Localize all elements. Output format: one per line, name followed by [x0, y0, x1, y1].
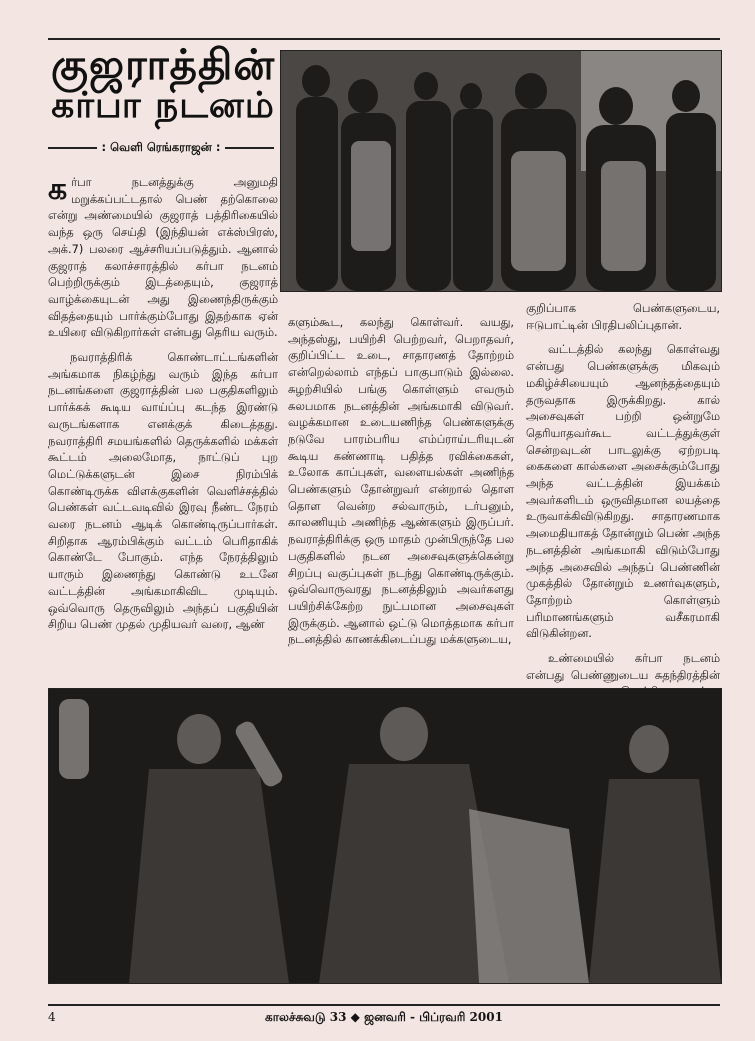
byline-rule-right — [225, 147, 274, 149]
top-dancers-photo — [280, 50, 722, 292]
paragraph: களும்கூட, கலந்து கொள்வர். வயது, அந்தஸ்து, பயிற்சி பெற்றவர், பெறாதவர், குறிப்பிட்ட உடை, சாதாரணத் தோற்றம் என்றெல்லாம் எந்தப் பாகுபாடும் இல்லை. சுழற்சியில் பங்கு கொள்ளும் எவரும் சுலபமாக நடனத்தின் அங்கமாகி விடுவர். வழக்கமான உடையணிந்த பெண்களுக்கு நடுவே பாரம்பரிய எம்ப்ராய்டரியுடன் கூடிய கண்ணாடி பதித்த ரவிக்கைகள், உலோக காப்புகள், வளையல்கள் அணிந்த பெண்களும் தோன்றுவர் என்றால் தொள தொள வென்ற சல்வாரும், டர்பனும், காலணியும் அணிந்த ஆண்களும் இருப்பர். நவராத்திரிக்கு ஒரு மாதம் முன்பிருந்தே பல பகுதிகளில் நடன அசைவுகளுக்கென்று சிறப்பு வகுப்புகள் நடந்து கொண்டிருக்கும். ஒவ்வொருவரது நடனத்திலும் அவர்களது பயிற்சிக்கேற்ற நுட்பமான அசைவுகள் இருக்கும். ஆனால் ஒட்டு மொத்தமாக கர்பா நடனத்தில் காணக்கிடைப்பது மக்களுடைய, — [288, 315, 514, 647]
article-title — [50, 40, 276, 126]
bottom-dancers-photo — [48, 688, 722, 984]
article-column-2 — [288, 314, 514, 686]
page-number: 4 — [48, 1010, 56, 1024]
paragraph: வட்டத்தில் கலந்து கொள்வது என்பது பெண்களுக்கு மிகவும் மகிழ்ச்சியையும் ஆனந்தத்தையும் தருவதாக இருக்கிறது. கால் அசைவுகள் பற்றி ஒன்றுமே தெரியாதவர்கூட வட்டத்துக்குள் சென்றவுடன் பாடலுக்கு ஏற்றபடி கைகளை கால்களை அசைக்கும்போது அந்த வட்டத்தின் இயக்கம் அவர்களிடம் ஒருவிதமான லயத்தை உருவாக்கிவிடுகிறது. சாதாரணமாக அமைதியாகத் தோன்றும் பெண் அந்த நடனத்தின் அங்கமாகி விடும்போது அந்த அசைவில் அந்தப் பெண்ணின் முகத்தில் தோன்றும் உணர்வுகளும், தோற்றம் கொள்ளும் பரிமாணங்களும் வசீகரமாகி விடுகின்றன. — [526, 342, 720, 641]
author-name: : வெளி ரெங்கராஜன் : — [101, 140, 221, 154]
paragraph-text: ர்பா நடனத்துக்கு அனுமதி மறுக்கப்பட்டதால் பெண் தற்கொலை என்று அண்மையில் குஜராத் பத்திரிகையில் வந்த ஒரு செய்தி (இந்தியன் எக்ஸ்பிரஸ், அக்.7) பலரை ஆச்சரியப்படுத்தும். ஆனால் குஜராத் கலாச்சாரத்தில் கர்பா நடனம் பெற்றிருக்கும் இடத்தையும், குஜராத் வாழ்க்கையுடன் அது இணைந்திருக்கும் விதத்தையும் பார்க்கும்போது இதற்காக ஏன் உயிரை விடுகிறார்கள் என்பது தெரிய வரும். — [48, 175, 278, 340]
byline — [48, 140, 274, 156]
byline-rule-left — [48, 147, 97, 149]
page-footer — [48, 1010, 720, 1028]
masthead: காலச்சுவடு 33 ◆ ஜனவரி - பிப்ரவரி 2001 — [265, 1010, 503, 1024]
bottom-rule — [48, 1004, 720, 1006]
article-column-3 — [526, 300, 720, 686]
bottom-photo-illustration — [49, 689, 721, 983]
title-line-2: கர்பா நடனம் — [51, 83, 275, 126]
paragraph — [48, 174, 278, 341]
title-line-1: குஜராத்தின் — [50, 40, 276, 89]
top-photo-illustration — [281, 51, 721, 291]
paragraph: குறிப்பாக பெண்களுடைய, ஈடுபாட்டின் பிரதிபலிப்புதான். — [526, 301, 720, 332]
article-column-1 — [48, 174, 278, 682]
paragraph: நவராத்திரிக் கொண்டாட்டங்களின் அங்கமாக நிகழ்ந்து வரும் இந்த கர்பா நடனங்களை குஜராத்தின் பல பகுதிகளிலும் பார்க்கக் கூடிய வாய்ப்பு கடந்த இரண்டு வருடங்களாக எனக்குக் கிடைத்தது. நவராத்திரி சமயங்களில் தெருக்களில் மக்கள் கூட்டம் அலைமோத, நாட்டுப் புற மெட்டுக்களுடன் இசை நிரம்பிக் கொண்டிருக்க விளக்குகளின் வெளிச்சத்தில் பெண்கள் வட்டவடிவில் இரவு நீண்ட நேரம் வரை நடனம் ஆடிக் கொண்டிருப்பார்கள். சிறிதாக ஆரம்பிக்கும் வட்டம் பெரிதாகிக் கொண்டே போகும். எந்த நேரத்திலும் யாரும் இணைந்து கொண்டு உடனே வட்டத்தின் அங்கமாகிவிட முடியும். ஒவ்வொரு தெருவிலும் அந்தப் பகுதியின் சிறிய பெண் முதல் முதியவர் வரை, ஆண் — [48, 350, 278, 632]
paragraph: உண்மையில் கர்பா நடனம் என்பது பெண்ணுடைய சுதந்திரத்தின் — [526, 651, 720, 682]
drop-cap: க — [48, 172, 68, 207]
